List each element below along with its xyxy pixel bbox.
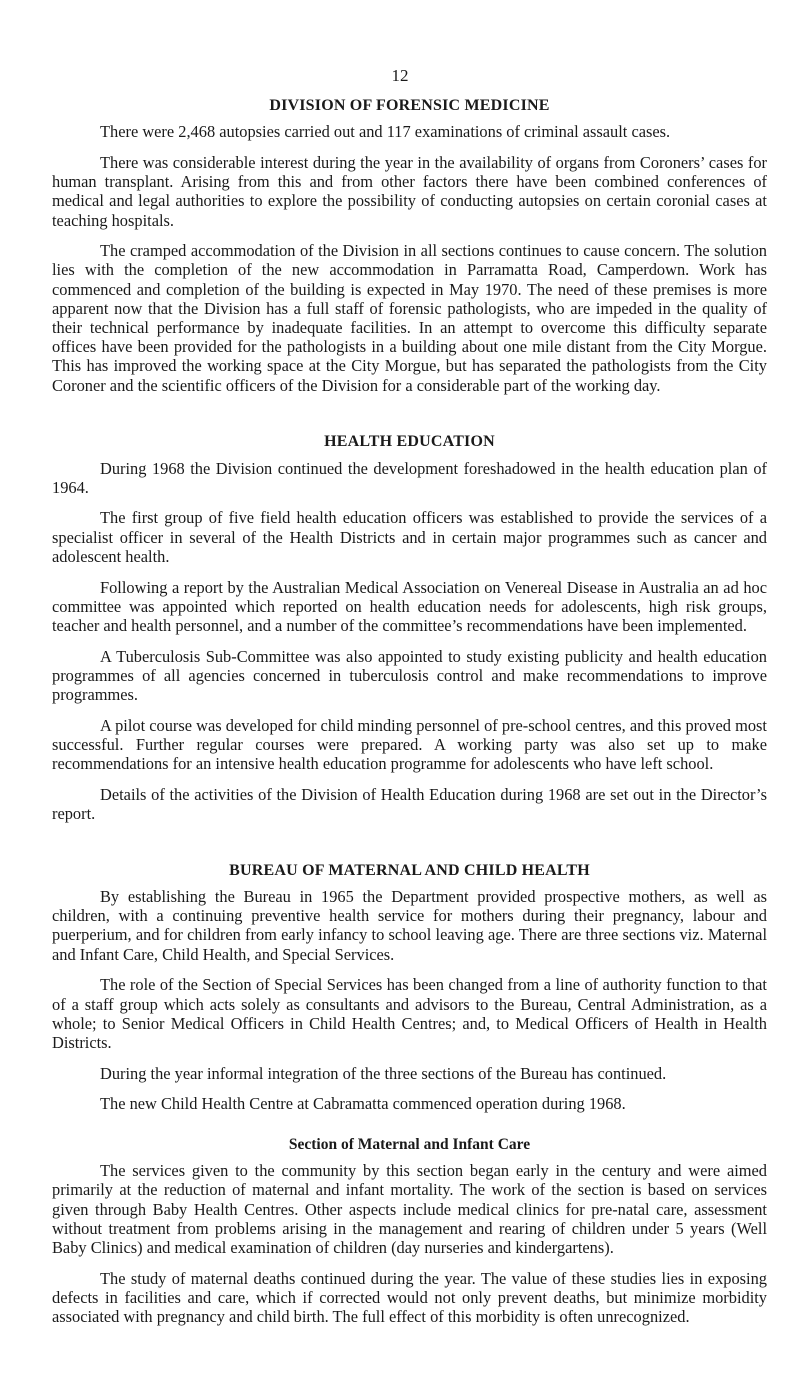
paragraph: A pilot course was developed for child minding personnel of pre-school centres, and this proved most successful. Further regular courses were prepared. A working party was also set up to make recommendations for an intensive health education programme for adolescents who have left school. <box>52 715 767 774</box>
paragraph: The new Child Health Centre at Cabramatta commenced operation during 1968. <box>100 1094 626 1114</box>
section-maternal-child-health <box>52 861 767 1114</box>
paragraph: Details of the activities of the Division of Health Education during 1968 are set out in the Director’s report. <box>52 784 767 824</box>
section-heading: HEALTH EDUCATION <box>324 433 495 451</box>
paragraph: A Tuberculosis Sub-Committee was also appointed to study existing publicity and health education programmes of all agencies concerned in tuberculosis control and make recommendations to improve programmes. <box>52 646 767 705</box>
section-maternal-infant-care <box>52 1135 767 1326</box>
section-forensic-medicine <box>52 96 767 395</box>
page-number: 12 <box>391 66 409 85</box>
paragraph: The services given to the community by this section began early in the century and were aimed primarily at the reduction of maternal and infant mortality. The work of the section is based on services given through Baby Health Centres. Other aspects include medical clinics for pre-natal care, assessment without treatment from problems arising in the management and rearing of children under 5 years (Well Baby Clinics) and medical examination of children (day nurseries and kindergartens). <box>52 1161 767 1258</box>
paragraph: Following a report by the Australian Medical Association on Venereal Disease in Australia an ad hoc committee was appointed which reported on health education needs for adolescents, high risk groups, teacher and health personnel, and a number of the committee’s recommendations have been implemented. <box>52 577 767 635</box>
subsection-heading: Section of Maternal and Infant Care <box>288 1136 531 1154</box>
paragraph: The first group of five field health education officers was established to provide the services of a specialist officer in several of the Health Districts and in certain major programmes such as cancer and adolescent health. <box>52 508 767 566</box>
paragraph: There were 2,468 autopsies carried out and 117 examinations of criminal assault cases. <box>100 122 671 142</box>
page-content <box>52 96 767 1338</box>
paragraph: By establishing the Bureau in 1965 the Department provided prospective mothers, as well as children, with a continuing preventive health service for mothers during their pregnancy, labour and puerperium, and for children from early infancy to school leaving age. There are three sections viz. Maternal and Infant Care, Child Health, and Special Services. <box>52 887 767 964</box>
section-heading: DIVISION OF FORENSIC MEDICINE <box>269 97 550 114</box>
paragraph: The role of the Section of Special Services has been changed from a line of authority function to that of a staff group which acts solely as consultants and advisors to the Bureau, Central Administration, as a whole; to Senior Medical Officers in Child Health Centres; and, to Medical Officers of Health in Health Districts. <box>52 975 767 1052</box>
section-heading: BUREAU OF MATERNAL AND CHILD HEALTH <box>229 861 590 879</box>
section-health-education <box>52 432 767 823</box>
paragraph: During the year informal integration of the three sections of the Bureau has continued. <box>100 1063 667 1083</box>
paragraph: There was considerable interest during the year in the availability of organs from Coroners’ cases for human transplant. Arising from this and from other factors there have been combined conferences of medical and legal authorities to explore the possibility of conducting autopsies on certain coronial cases at teaching hospitals. <box>52 152 767 230</box>
paragraph: The cramped accommodation of the Division in all sections continues to cause concern. The solution lies with the completion of the new accommodation in Parramatta Road, Camperdown. Work has commenced and completion of the building is expected in May 1970. The need of these premises is more apparent now that the Division has a full staff of forensic pathologists, who are impeded in the quality of their technical performance by inadequate facilities. In an attempt to overcome this difficulty separate offices have been provided for the pathologists in a building about one mile distant from the City Morgue. This has improved the working space at the City Morgue, but has separated the pathologists from the City Coroner and the scientific officers of the Division for a considerable part of the working day. <box>52 241 767 395</box>
paragraph: The study of maternal deaths continued during the year. The value of these studies lies in exposing defects in facilities and care, which if corrected would not only prevent deaths, but minimize morbidity associated with pregnancy and child birth. The full effect of this morbidity is often unrecognized. <box>52 1268 767 1327</box>
paragraph: During 1968 the Division continued the development foreshadowed in the health education plan of 1964. <box>52 458 767 497</box>
